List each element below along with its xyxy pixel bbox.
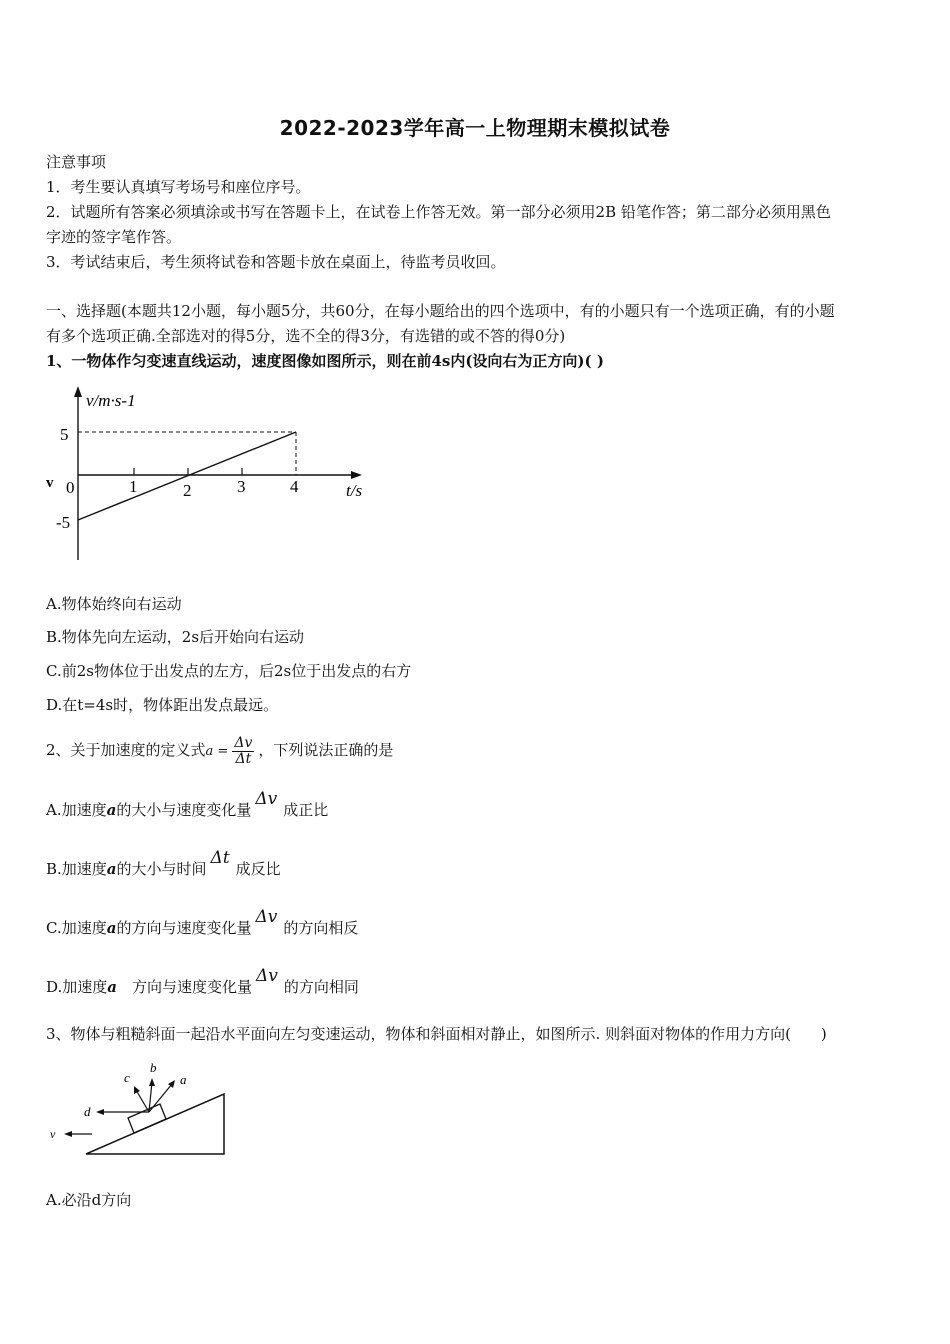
arrow-d-head <box>96 1109 104 1115</box>
delta-v-symbol: Δv <box>255 789 278 809</box>
section-instructions-2: 有多个选项正确.全部选对的得5分，选不全的得3分，有选错的或不答的得0分) <box>46 327 566 345</box>
q2-option-c: C.加速度a的方向与速度变化量Δv的方向相反 <box>46 907 359 937</box>
q2-formula-numerator: Δv <box>234 734 253 751</box>
delta-v-symbol: Δv <box>255 907 278 927</box>
q1-option-a: A.物体始终向右运动 <box>46 595 182 613</box>
q2-formula-fraction <box>232 736 254 767</box>
label-b: b <box>150 1060 157 1075</box>
delta-v-symbol: Δv <box>256 966 278 986</box>
q2-option-a: A.加速度a的大小与速度变化量Δv成正比 <box>46 789 329 819</box>
label-a: a <box>180 1072 187 1087</box>
q2-stem <box>46 730 393 772</box>
q2-formula-denominator: Δt <box>235 750 252 767</box>
q2-option-d: D.加速度a 方向与速度变化量Δv的方向相同 <box>46 966 359 996</box>
q3-incline-figure <box>44 1058 234 1162</box>
page-title: 2022-2023学年高一上物理期末模拟试卷 <box>279 116 671 140</box>
velocity-line <box>78 432 296 520</box>
y-tick-label-5: 5 <box>60 425 69 444</box>
x-tick-label-2: 2 <box>183 481 192 500</box>
delta-t-symbol: Δt <box>210 848 230 868</box>
label-d: d <box>84 1104 91 1119</box>
section-instructions-1: 一、选择题(本题共12小题，每小题5分，共60分，在每小题给出的四个选项中，有的小题只有一个选项正确，有的小题 <box>46 302 835 320</box>
x-tick-label-0: 0 <box>66 478 75 497</box>
q2-stem-prefix: 2、关于加速度的定义式 <box>46 741 206 759</box>
label-c: c <box>124 1070 130 1085</box>
y-tick-label-neg5: -5 <box>56 513 71 532</box>
x-tick-label-1: 1 <box>129 477 138 496</box>
arrow-c <box>136 1090 149 1112</box>
velocity-arrow-head <box>64 1131 72 1137</box>
x-axis-label: t/s <box>346 481 363 500</box>
x-tick-label-4: 4 <box>290 477 299 496</box>
notice-item-1: 1．考生要认真填写考场号和座位序号。 <box>46 178 311 196</box>
notice-item-3: 3．考试结束后，考生须将试卷和答题卡放在桌面上，待监考员收回。 <box>46 253 506 271</box>
q2-stem-suffix: ，下列说法正确的是 <box>258 741 394 759</box>
q1-option-b: B.物体先向左运动，2s后开始向右运动 <box>46 628 305 646</box>
q1-velocity-chart <box>40 380 380 570</box>
x-tick-label-3: 3 <box>237 477 246 496</box>
q3-stem: 3、物体与粗糙斜面一起沿水平面向左匀变速运动，物体和斜面相对静止，如图所示. 则斜面对物体的作用力方向( ) <box>46 1025 827 1043</box>
q1-option-c: C.前2s物体位于出发点的左方，后2s位于出发点的右方 <box>46 662 412 680</box>
q3-option-a: A.必沿d方向 <box>46 1191 132 1209</box>
q1-stem: 1、一物体作匀变速直线运动，速度图像如图所示，则在前4s内(设向右为正方向)( ) <box>46 352 604 370</box>
arrow-a <box>149 1084 172 1112</box>
q2-option-b: B.加速度a的大小与时间Δt成反比 <box>46 848 281 878</box>
q2-formula-lhs: a = <box>205 744 229 759</box>
q1-option-d: D.在t=4s时，物体距出发点最远。 <box>46 696 279 714</box>
y-axis-arrow <box>74 386 82 397</box>
x-axis-arrow <box>351 471 362 479</box>
notice-heading: 注意事项 <box>46 153 107 171</box>
y-axis-label: v/m·s-1 <box>86 391 136 410</box>
notice-item-2: 2．试题所有答案必须填涂或书写在答题卡上，在试卷上作答无效。第一部分必须用2B 铅笔作答；第二部分必须用黑色 <box>46 203 831 221</box>
notice-item-2-cont: 字迹的签字笔作答。 <box>46 228 182 246</box>
label-v: v <box>50 1127 56 1141</box>
side-label-v: v <box>46 475 54 491</box>
arrow-b-head <box>149 1078 155 1086</box>
